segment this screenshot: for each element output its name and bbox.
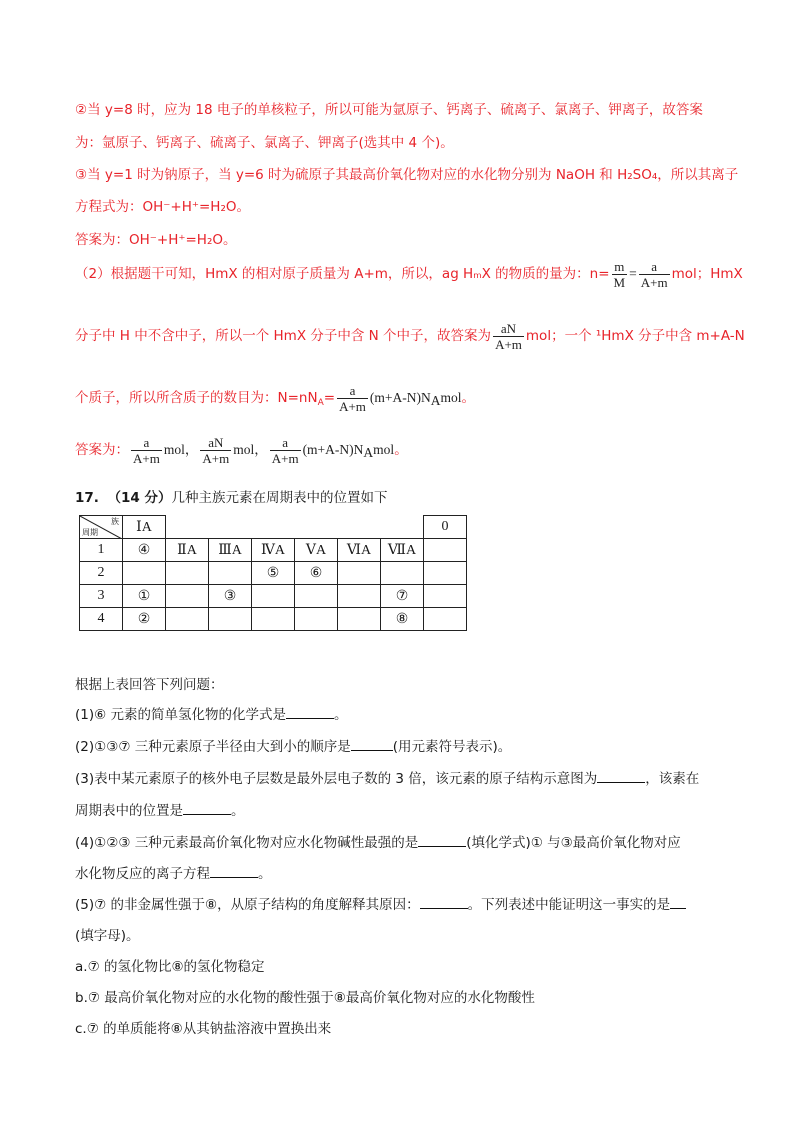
- table-cell: [295, 608, 338, 631]
- answer-blank[interactable]: [420, 894, 468, 909]
- table-corner-cell: [80, 516, 123, 539]
- question-intro: 根据上表回答下列问题：: [75, 677, 224, 693]
- q3-end: 。: [231, 803, 245, 819]
- sub-question-3-cont: [75, 799, 245, 819]
- frac-num: a: [282, 434, 289, 450]
- table-cell: [166, 562, 209, 585]
- fraction-a-over-Am: [639, 259, 670, 290]
- answer-line-2: 为：氩原子、钙离子、硫离子、氯离子、钾离子(选其中 4 个)。: [75, 135, 454, 151]
- table-header-cell: ⅠA: [123, 516, 166, 539]
- answer-blank[interactable]: [210, 863, 258, 878]
- table-cell: [424, 585, 467, 608]
- table-row: [80, 562, 467, 585]
- table-cell: ⅡA: [166, 539, 209, 562]
- answer-2-text-a: （2）根据题干可知，HmX 的相对原子质量为 A+m，所以，ag HₘX 的物质的量为：n=: [75, 266, 610, 282]
- answer-2-unit-a: mol；HmX: [671, 266, 743, 282]
- table-cell: 2: [80, 562, 123, 585]
- table-empty-header: [166, 516, 424, 539]
- answer-blank[interactable]: [351, 736, 393, 751]
- periodic-table: [79, 515, 467, 631]
- answer-line-3: ③当 y=1 时为钠原子，当 y=6 时为硫原子其最高价氧化物对应的水化物分别为 NaOH 和 H₂SO₄，所以其离子: [75, 167, 739, 183]
- table-cell: ⅥA: [338, 539, 381, 562]
- table-row: [80, 585, 467, 608]
- table-cell: [338, 608, 381, 631]
- sub-question-5: [75, 893, 686, 913]
- unit-mol: mol，: [233, 442, 268, 457]
- q3-text-2: ，该素在: [645, 771, 700, 787]
- answer-2-line-d: [75, 432, 408, 468]
- frac-den: M: [613, 274, 626, 290]
- frac-num: m: [614, 258, 625, 274]
- table-cell: ⅢA: [209, 539, 252, 562]
- question-number: 17.: [75, 490, 99, 506]
- frac-den: A+m: [495, 336, 522, 352]
- corner-label-group: 族: [111, 517, 119, 526]
- frac-num: aN: [208, 434, 224, 450]
- subscript-A: A: [317, 398, 324, 408]
- question-17-heading: [75, 486, 388, 506]
- q4-text-3: 水化物反应的离子方程: [75, 866, 210, 882]
- table-row: [80, 539, 467, 562]
- table-cell: 4: [80, 608, 123, 631]
- table-cell: ⑤: [252, 562, 295, 585]
- unit-mol: mol: [373, 442, 395, 457]
- answer-line-4: 方程式为：OH⁻+H⁺=H₂O。: [75, 199, 250, 215]
- table-cell: [381, 562, 424, 585]
- math-tail: (m+A-N)N: [302, 442, 364, 457]
- unit-mol: mol，: [163, 442, 199, 457]
- table-cell: ⑥: [295, 562, 338, 585]
- answer-line-5: 答案为：OH⁻+H⁺=H₂O。: [75, 232, 237, 248]
- answer-2-text-b: 分子中 H 中不含中子，所以一个 HmX 分子中含 N 个中子，故答案为: [75, 328, 492, 344]
- answer-label: 答案为：: [75, 442, 129, 458]
- table-cell: [424, 608, 467, 631]
- period: 。: [461, 390, 476, 406]
- fraction-a-over-Am: [337, 383, 368, 414]
- frac-den: A+m: [133, 450, 160, 466]
- sub-question-1: [75, 703, 348, 723]
- fraction-aN-over-Am: [493, 321, 524, 352]
- sub-question-3: [75, 767, 699, 787]
- sub-question-4-cont: [75, 862, 272, 882]
- frac-den: A+m: [339, 398, 366, 414]
- period: 。: [394, 442, 408, 458]
- answer-blank[interactable]: [286, 704, 334, 719]
- table-cell: ⅣA: [252, 539, 295, 562]
- answer-blank[interactable]: [670, 894, 686, 909]
- unit-mol: mol: [440, 390, 462, 405]
- table-cell: ⅤA: [295, 539, 338, 562]
- table-cell: 1: [80, 539, 123, 562]
- table-cell: [123, 562, 166, 585]
- table-cell: ③: [209, 585, 252, 608]
- frac-num: a: [349, 382, 356, 398]
- table-cell: ⑧: [381, 608, 424, 631]
- subscript-A: A: [430, 393, 441, 408]
- q1-text: (1)⑥ 元素的简单氢化物的化学式是: [75, 707, 287, 723]
- option-c: c.⑦ 的单质能将⑧从其钠盐溶液中置换出来: [75, 1021, 332, 1037]
- table-cell: [166, 585, 209, 608]
- sub-question-2: [75, 735, 511, 755]
- q4-end: 。: [258, 866, 272, 882]
- frac-num: aN: [500, 320, 517, 336]
- frac-den: A+m: [202, 450, 230, 466]
- fraction-aN-over-Am: [200, 435, 231, 466]
- table-header-row: [80, 516, 467, 539]
- table-cell: [252, 608, 295, 631]
- table-cell: ④: [123, 539, 166, 562]
- table-cell: [209, 608, 252, 631]
- answer-2-text-c: 个质子，所以所含质子的数目为：N=nN: [75, 390, 318, 406]
- fraction-a-over-Am: [131, 435, 162, 466]
- q4-text-2: (填化学式)① 与③最高价氧化物对应: [466, 835, 681, 851]
- sub-question-4: [75, 831, 681, 851]
- table-cell: [166, 608, 209, 631]
- table-cell: [338, 585, 381, 608]
- option-b: b.⑦ 最高价氧化物对应的水化物的酸性强于⑧最高价氧化物对应的水化物酸性: [75, 990, 535, 1006]
- subscript-A: A: [363, 445, 374, 460]
- answer-2-line-a: [75, 256, 743, 292]
- frac-num: a: [143, 434, 150, 450]
- answer-blank[interactable]: [418, 832, 466, 847]
- answer-blank[interactable]: [597, 768, 645, 783]
- answer-2-line-c: [75, 380, 475, 416]
- q1-end: 。: [334, 707, 348, 723]
- fraction-a-over-Am: [270, 435, 301, 466]
- question-title: 几种主族元素在周期表中的位置如下: [171, 490, 388, 506]
- q3-text-3: 周期表中的位置是: [75, 803, 183, 819]
- table-cell: ①: [123, 585, 166, 608]
- q5-text-2: 。下列表述中能证明这一事实的是: [467, 897, 671, 913]
- table-cell: [338, 562, 381, 585]
- q5-text: (5)⑦ 的非金属性强于⑧，从原子结构的角度解释其原因：: [75, 897, 420, 913]
- frac-num: a: [651, 258, 658, 274]
- table-cell: [295, 585, 338, 608]
- answer-2-unit-b: mol；一个 ¹HmX 分子中含 m+A-N: [525, 328, 745, 344]
- table-cell: [424, 539, 467, 562]
- math-tail: (m+A-N)N: [369, 390, 431, 405]
- q2-end: (用元素符号表示)。: [392, 739, 512, 755]
- table-cell: 3: [80, 585, 123, 608]
- option-a: a.⑦ 的氢化物比⑧的氢化物稳定: [75, 959, 265, 975]
- q4-text: (4)①②③ 三种元素最高价氧化物对应水化物碱性最强的是: [75, 835, 419, 851]
- q3-text: (3)表中某元素原子的核外电子层数是最外层电子数的 3 倍，该元素的原子结构示意图为: [75, 771, 598, 787]
- table-cell: ②: [123, 608, 166, 631]
- fraction-m-over-M: [612, 259, 628, 290]
- question-score: （14 分）: [107, 490, 172, 506]
- q2-text: (2)①③⑦ 三种元素原子半径由大到小的顺序是: [75, 739, 351, 755]
- table-cell: ⅦA: [381, 539, 424, 562]
- table-cell: ⑦: [381, 585, 424, 608]
- frac-den: A+m: [271, 450, 299, 466]
- table-header-cell: 0: [424, 516, 467, 539]
- table-cell: [252, 585, 295, 608]
- equals-sign: =: [323, 390, 336, 406]
- answer-2-line-b: [75, 318, 745, 354]
- corner-label-period: 周期: [82, 528, 98, 537]
- frac-den: A+m: [640, 274, 668, 290]
- sub-question-5-cont: (填字母)。: [75, 928, 140, 944]
- table-cell: [209, 562, 252, 585]
- answer-blank[interactable]: [183, 800, 231, 815]
- table-cell: [424, 562, 467, 585]
- answer-line-1: ②当 y=8 时，应为 18 电子的单核粒子，所以可能为氩原子、钙离子、硫离子、氯离子、钾离子，故答案: [75, 102, 703, 118]
- equals-sign: =: [629, 266, 637, 281]
- table-row: [80, 608, 467, 631]
